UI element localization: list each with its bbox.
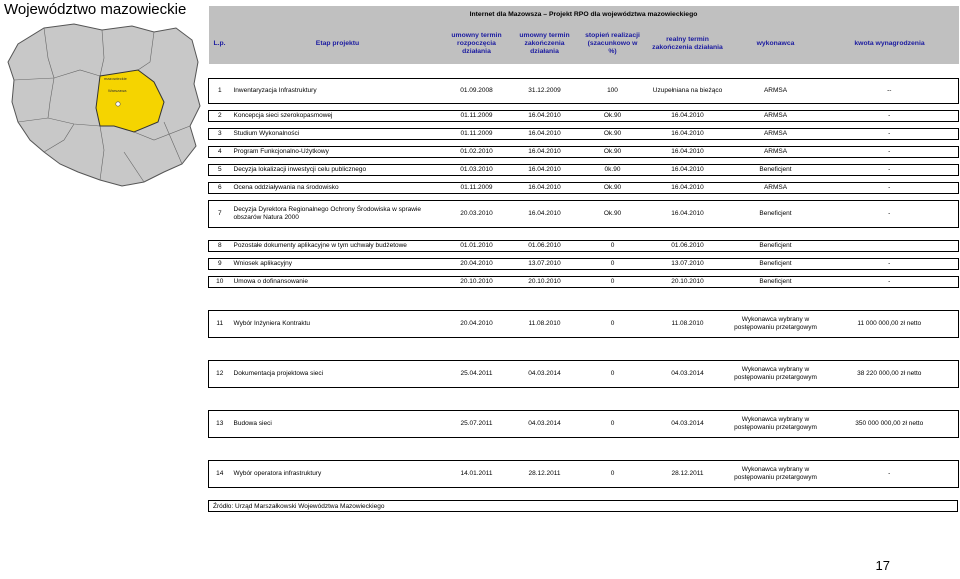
table-row bbox=[209, 201, 959, 228]
table-row bbox=[209, 79, 959, 104]
schedule-table-wrap bbox=[208, 6, 958, 488]
cell-start: 25.04.2011 bbox=[445, 361, 509, 388]
table-row bbox=[209, 411, 959, 438]
cell-pct: 0 bbox=[581, 411, 645, 438]
cell-real_end: 01.06.2010 bbox=[645, 241, 731, 252]
cell-pct: 0 bbox=[581, 361, 645, 388]
cell-end: 28.12.2011 bbox=[509, 461, 581, 488]
cell-etap: Decyzja lokalizacji inwestycji celu publicznego bbox=[231, 165, 445, 176]
table-row bbox=[209, 183, 959, 194]
cell-end: 16.04.2010 bbox=[509, 147, 581, 158]
table-row bbox=[209, 461, 959, 488]
cell-start: 01.11.2009 bbox=[445, 129, 509, 140]
city-label: Warszawa bbox=[108, 88, 127, 93]
source-note: Źródło: Urząd Marszałkowski Województwa Mazowieckiego bbox=[208, 500, 958, 512]
schedule-table bbox=[208, 6, 959, 488]
cell-start: 01.11.2009 bbox=[445, 183, 509, 194]
cell-kwota: - bbox=[821, 147, 959, 158]
cell-kwota: 350 000 000,00 zł netto bbox=[821, 411, 959, 438]
cell-etap: Koncepcja sieci szerokopasmowej bbox=[231, 111, 445, 122]
cell-lp: 14 bbox=[209, 461, 231, 488]
cell-lp: 8 bbox=[209, 241, 231, 252]
cell-pct: 0 bbox=[581, 259, 645, 270]
column-header: wykonawca bbox=[731, 24, 821, 64]
cell-etap: Wniosek aplikacyjny bbox=[231, 259, 445, 270]
cell-etap: Decyzja Dyrektora Regionalnego Ochrony Środowiska w sprawie obszarów Natura 2000 bbox=[231, 201, 445, 228]
cell-end: 11.08.2010 bbox=[509, 311, 581, 338]
cell-lp: 1 bbox=[209, 79, 231, 104]
cell-real_end: 20.10.2010 bbox=[645, 277, 731, 288]
cell-start: 01.11.2009 bbox=[445, 111, 509, 122]
cell-etap: Budowa sieci bbox=[231, 411, 445, 438]
cell-lp: 13 bbox=[209, 411, 231, 438]
column-header: umowny termin zakończenia działania bbox=[509, 24, 581, 64]
header-row bbox=[209, 24, 959, 64]
cell-end: 04.03.2014 bbox=[509, 411, 581, 438]
cell-wyk: Beneficjent bbox=[731, 201, 821, 228]
cell-end: 16.04.2010 bbox=[509, 165, 581, 176]
cell-kwota: - bbox=[821, 111, 959, 122]
cell-start: 20.10.2010 bbox=[445, 277, 509, 288]
cell-kwota: - bbox=[821, 461, 959, 488]
region-label: mazowieckie bbox=[104, 76, 127, 81]
cell-end: 04.03.2014 bbox=[509, 361, 581, 388]
cell-end: 16.04.2010 bbox=[509, 183, 581, 194]
cell-real_end: 16.04.2010 bbox=[645, 183, 731, 194]
cell-wyk: Wykonawca wybrany w postępowaniu przetargowym bbox=[731, 461, 821, 488]
cell-wyk: ARMSA bbox=[731, 129, 821, 140]
cell-wyk: ARMSA bbox=[731, 183, 821, 194]
cell-wyk: Wykonawca wybrany w postępowaniu przetargowym bbox=[731, 361, 821, 388]
table-row bbox=[209, 165, 959, 176]
cell-end: 13.07.2010 bbox=[509, 259, 581, 270]
table-row bbox=[209, 147, 959, 158]
column-header: L.p. bbox=[209, 24, 231, 64]
cell-wyk: Beneficjent bbox=[731, 277, 821, 288]
cell-real_end: 16.04.2010 bbox=[645, 165, 731, 176]
cell-kwota: 38 220 000,00 zł netto bbox=[821, 361, 959, 388]
cell-lp: 4 bbox=[209, 147, 231, 158]
page-title: Województwo mazowieckie bbox=[4, 1, 187, 18]
cell-start: 01.09.2008 bbox=[445, 79, 509, 104]
cell-pct: 100 bbox=[581, 79, 645, 104]
cell-start: 20.04.2010 bbox=[445, 259, 509, 270]
cell-start: 01.02.2010 bbox=[445, 147, 509, 158]
cell-lp: 12 bbox=[209, 361, 231, 388]
table-title: Internet dla Mazowsza – Projekt RPO dla województwa mazowieckiego bbox=[209, 6, 959, 24]
cell-pct: Ok.90 bbox=[581, 129, 645, 140]
cell-real_end: 16.04.2010 bbox=[645, 129, 731, 140]
cell-wyk: ARMSA bbox=[731, 147, 821, 158]
cell-real_end: 04.03.2014 bbox=[645, 411, 731, 438]
column-header: Etap projektu bbox=[231, 24, 445, 64]
cell-start: 01.01.2010 bbox=[445, 241, 509, 252]
cell-pct: 0k.90 bbox=[581, 165, 645, 176]
cell-wyk: Beneficjent bbox=[731, 241, 821, 252]
cell-end: 01.06.2010 bbox=[509, 241, 581, 252]
capital-marker bbox=[116, 102, 120, 106]
table-row bbox=[209, 111, 959, 122]
cell-pct: Ok.90 bbox=[581, 111, 645, 122]
cell-kwota: -- bbox=[821, 79, 959, 104]
cell-kwota: - bbox=[821, 129, 959, 140]
table-row bbox=[209, 129, 959, 140]
cell-start: 01.03.2010 bbox=[445, 165, 509, 176]
table-row bbox=[209, 361, 959, 388]
cell-pct: Ok.90 bbox=[581, 147, 645, 158]
cell-real_end: 28.12.2011 bbox=[645, 461, 731, 488]
cell-lp: 2 bbox=[209, 111, 231, 122]
table-row bbox=[209, 241, 959, 252]
cell-pct: 0 bbox=[581, 461, 645, 488]
cell-etap: Wybór operatora infrastruktury bbox=[231, 461, 445, 488]
cell-etap: Ocena oddziaływania na środowisko bbox=[231, 183, 445, 194]
cell-etap: Studium Wykonalności bbox=[231, 129, 445, 140]
cell-start: 20.03.2010 bbox=[445, 201, 509, 228]
cell-etap: Wybór Inżyniera Kontraktu bbox=[231, 311, 445, 338]
column-header: kwota wynagrodzenia bbox=[821, 24, 959, 64]
cell-kwota bbox=[821, 241, 959, 252]
cell-pct: 0 bbox=[581, 241, 645, 252]
cell-lp: 5 bbox=[209, 165, 231, 176]
cell-pct: 0 bbox=[581, 277, 645, 288]
cell-pct: Ok.90 bbox=[581, 201, 645, 228]
cell-lp: 10 bbox=[209, 277, 231, 288]
cell-real_end: 13.07.2010 bbox=[645, 259, 731, 270]
cell-etap: Pozostałe dokumenty aplikacyjne w tym uchwały budżetowe bbox=[231, 241, 445, 252]
cell-pct: 0 bbox=[581, 311, 645, 338]
cell-wyk: Beneficjent bbox=[731, 165, 821, 176]
cell-wyk: Beneficjent bbox=[731, 259, 821, 270]
table-body bbox=[209, 64, 959, 488]
cell-kwota: - bbox=[821, 201, 959, 228]
cell-end: 20.10.2010 bbox=[509, 277, 581, 288]
cell-wyk: ARMSA bbox=[731, 111, 821, 122]
cell-wyk: Wykonawca wybrany w postępowaniu przetargowym bbox=[731, 411, 821, 438]
cell-wyk: ARMSA bbox=[731, 79, 821, 104]
cell-real_end: 04.03.2014 bbox=[645, 361, 731, 388]
cell-etap: Inwentaryzacja Infrastruktury bbox=[231, 79, 445, 104]
column-header: realny termin zakończenia działania bbox=[645, 24, 731, 64]
cell-start: 14.01.2011 bbox=[445, 461, 509, 488]
cell-kwota: - bbox=[821, 165, 959, 176]
table-row bbox=[209, 277, 959, 288]
cell-end: 16.04.2010 bbox=[509, 201, 581, 228]
table-row bbox=[209, 311, 959, 338]
cell-etap: Program Funkcjonalno-Użytkowy bbox=[231, 147, 445, 158]
cell-etap: Umowa o dofinansowanie bbox=[231, 277, 445, 288]
cell-end: 31.12.2009 bbox=[509, 79, 581, 104]
cell-real_end: 11.08.2010 bbox=[645, 311, 731, 338]
cell-real_end: 16.04.2010 bbox=[645, 111, 731, 122]
cell-kwota: - bbox=[821, 259, 959, 270]
cell-lp: 9 bbox=[209, 259, 231, 270]
cell-start: 25.07.2011 bbox=[445, 411, 509, 438]
cell-lp: 11 bbox=[209, 311, 231, 338]
cell-end: 16.04.2010 bbox=[509, 129, 581, 140]
poland-map bbox=[4, 22, 204, 190]
table-row bbox=[209, 259, 959, 270]
cell-kwota: - bbox=[821, 183, 959, 194]
cell-lp: 7 bbox=[209, 201, 231, 228]
cell-lp: 3 bbox=[209, 129, 231, 140]
cell-real_end: Uzupełniana na bieżąco bbox=[645, 79, 731, 104]
cell-etap: Dokumentacja projektowa sieci bbox=[231, 361, 445, 388]
cell-end: 16.04.2010 bbox=[509, 111, 581, 122]
cell-start: 20.04.2010 bbox=[445, 311, 509, 338]
column-header: stopień realizacji (szacunkowo w %) bbox=[581, 24, 645, 64]
cell-pct: Ok.90 bbox=[581, 183, 645, 194]
cell-kwota: 11 000 000,00 zł netto bbox=[821, 311, 959, 338]
column-header: umowny termin rozpoczęcia działania bbox=[445, 24, 509, 64]
cell-real_end: 16.04.2010 bbox=[645, 201, 731, 228]
cell-real_end: 16.04.2010 bbox=[645, 147, 731, 158]
cell-kwota: - bbox=[821, 277, 959, 288]
cell-wyk: Wykonawca wybrany w postępowaniu przetargowym bbox=[731, 311, 821, 338]
cell-lp: 6 bbox=[209, 183, 231, 194]
page-number: 17 bbox=[875, 558, 890, 573]
